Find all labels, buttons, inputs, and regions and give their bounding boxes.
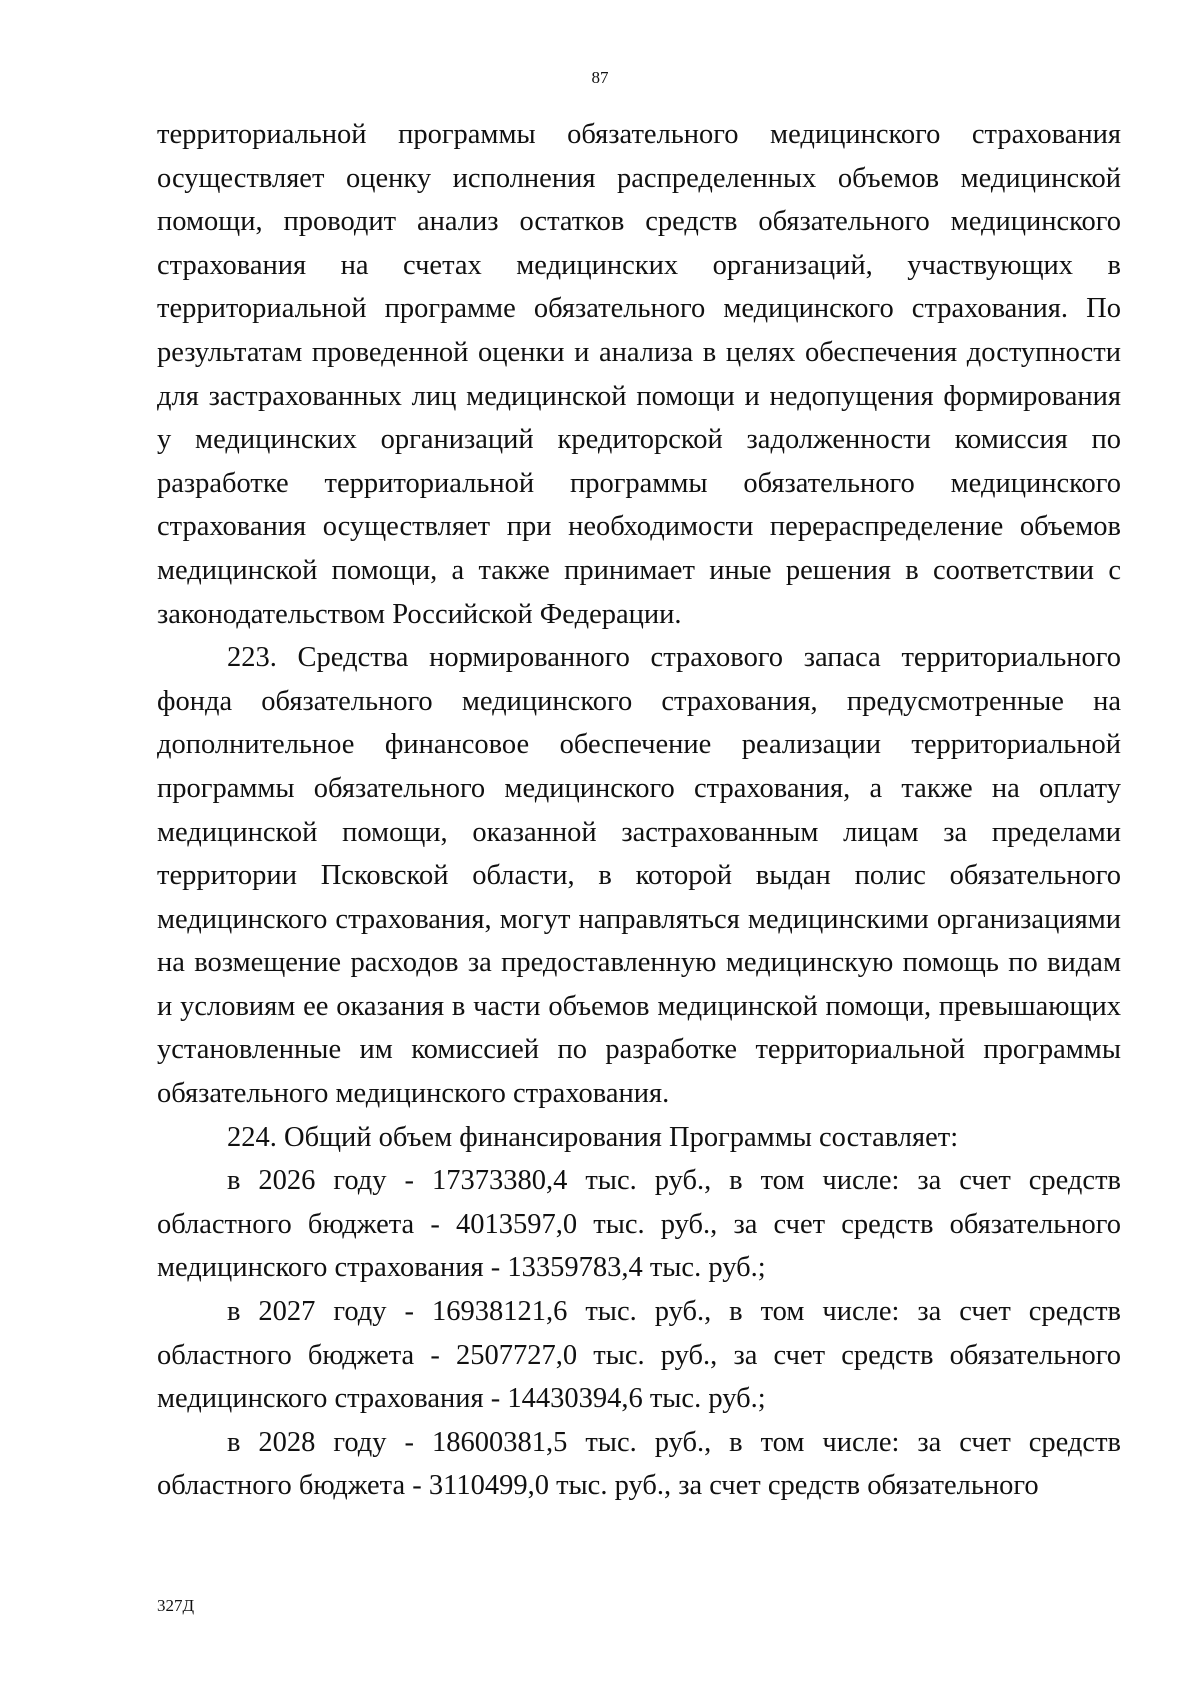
document-body [157,113,1121,1508]
paragraph-year-2028: в 2028 году - 18600381,5 тыс. руб., в том числе: за счет средств областного бюджета - 3110499,0 тыс. руб., за счет средств обязательного [157,1426,1121,1502]
page-number: 87 [591,68,609,87]
paragraph-year-2027: в 2027 году - 16938121,6 тыс. руб., в том числе: за счет средств областного бюджета - 2507727,0 тыс. руб., за счет средств обязательного медицинского страхования - 14430394,6 тыс. руб.; [157,1296,1121,1415]
document-code: 327Д [157,1596,195,1615]
paragraph-223: 223. Средства нормированного страхового запаса территориального фонда обязательного медицинского страхования, предусмотренные на дополнительное финансовое обеспечение реализации территориальной программы обязательного медицинского страхования, а также на оплату медицинской помощи, оказанной застрахованным лицам за пределами территории Псковской области, в которой выдан полис обязательного медицинского страхования, могут направляться медицинскими организациями на возмещение расходов за предоставленную медицинскую помощь по видам и условиям ее оказания в части объемов медицинской помощи, превышающих установленные им комиссией по разработке территориальной программы обязательного медицинского страхования. [157,642,1121,1110]
paragraph-year-2026: в 2026 году - 17373380,4 тыс. руб., в том числе: за счет средств областного бюджета - 4013597,0 тыс. руб., за счет средств обязательного медицинского страхования - 13359783,4 тыс. руб.; [157,1165,1121,1284]
paragraph-224: 224. Общий объем финансирования Программы составляет: [227,1121,959,1153]
paragraph-continuation: территориальной программы обязательного медицинского страхования осуществляет оценку исполнения распределенных объемов медицинской помощи, проводит анализ остатков средств обязательного медицинского страхования на счетах медицинских организаций, участвующих в территориальной программе обязательного медицинского страхования. По результатам проведенной оценки и анализа в целях обеспечения доступности для застрахованных лиц медицинской помощи и недопущения формирования у медицинских организаций кредиторской задолженности комиссия по разработке территориальной программы обязательного медицинского страхования осуществляет при необходимости перераспределение объемов медицинской помощи, а также принимает иные решения в соответствии с законодательством Российской Федерации. [157,119,1121,630]
